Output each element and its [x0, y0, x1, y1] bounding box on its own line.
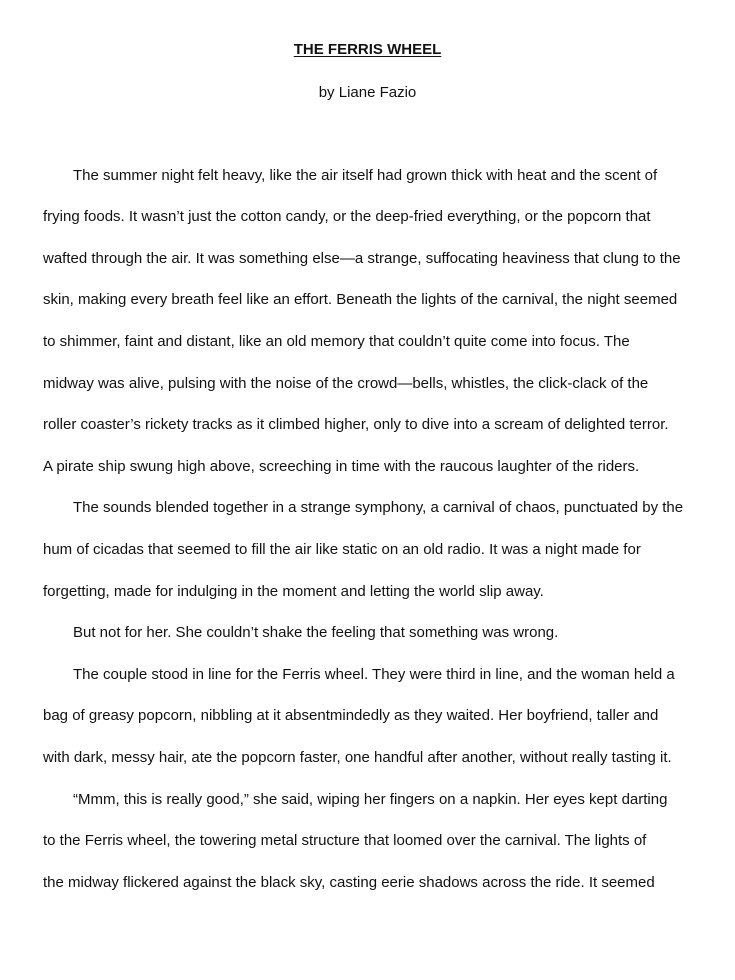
author-byline: by Liane Fazio	[318, 84, 417, 101]
text-line: “Mmm, this is really good,” she said, wiping her fingers on a napkin. Her eyes kept darting	[73, 791, 668, 808]
text-line: bag of greasy popcorn, nibbling at it absentmindedly as they waited. Her boyfriend, taller and	[43, 707, 659, 724]
text-line: A pirate ship swung high above, screeching in time with the raucous laughter of the riders.	[43, 458, 640, 475]
text-line: roller coaster’s rickety tracks as it climbed higher, only to dive into a scream of delighted terror.	[43, 416, 669, 433]
text-line: The summer night felt heavy, like the air itself had grown thick with heat and the scent of	[73, 167, 658, 184]
text-line: forgetting, made for indulging in the moment and letting the world slip away.	[43, 583, 544, 600]
text-line: The couple stood in line for the Ferris wheel. They were third in line, and the woman held a	[73, 666, 675, 683]
text-line: to shimmer, faint and distant, like an old memory that couldn’t quite come into focus. The	[43, 333, 630, 350]
text-line: midway was alive, pulsing with the noise of the crowd—bells, whistles, the click-clack of the	[43, 375, 649, 392]
text-line: frying foods. It wasn’t just the cotton candy, or the deep-fried everything, or the popcorn that	[43, 208, 651, 225]
story-title: THE FERRIS WHEEL	[293, 41, 442, 58]
text-line: skin, making every breath feel like an effort. Beneath the lights of the carnival, the night seemed	[43, 291, 678, 308]
text-line: But not for her. She couldn’t shake the feeling that something was wrong.	[73, 624, 559, 641]
text-line: hum of cicadas that seemed to fill the air like static on an old radio. It was a night made for	[43, 541, 641, 558]
text-line: wafted through the air. It was something else—a strange, suffocating heaviness that clung to the	[43, 250, 681, 267]
text-line: the midway flickered against the black sky, casting eerie shadows across the ride. It seemed	[43, 874, 655, 891]
text-line: The sounds blended together in a strange symphony, a carnival of chaos, punctuated by the	[73, 499, 684, 516]
text-line: with dark, messy hair, ate the popcorn faster, one handful after another, without really tasting it.	[43, 749, 672, 766]
text-line: to the Ferris wheel, the towering metal structure that loomed over the carnival. The lights of	[43, 832, 647, 849]
